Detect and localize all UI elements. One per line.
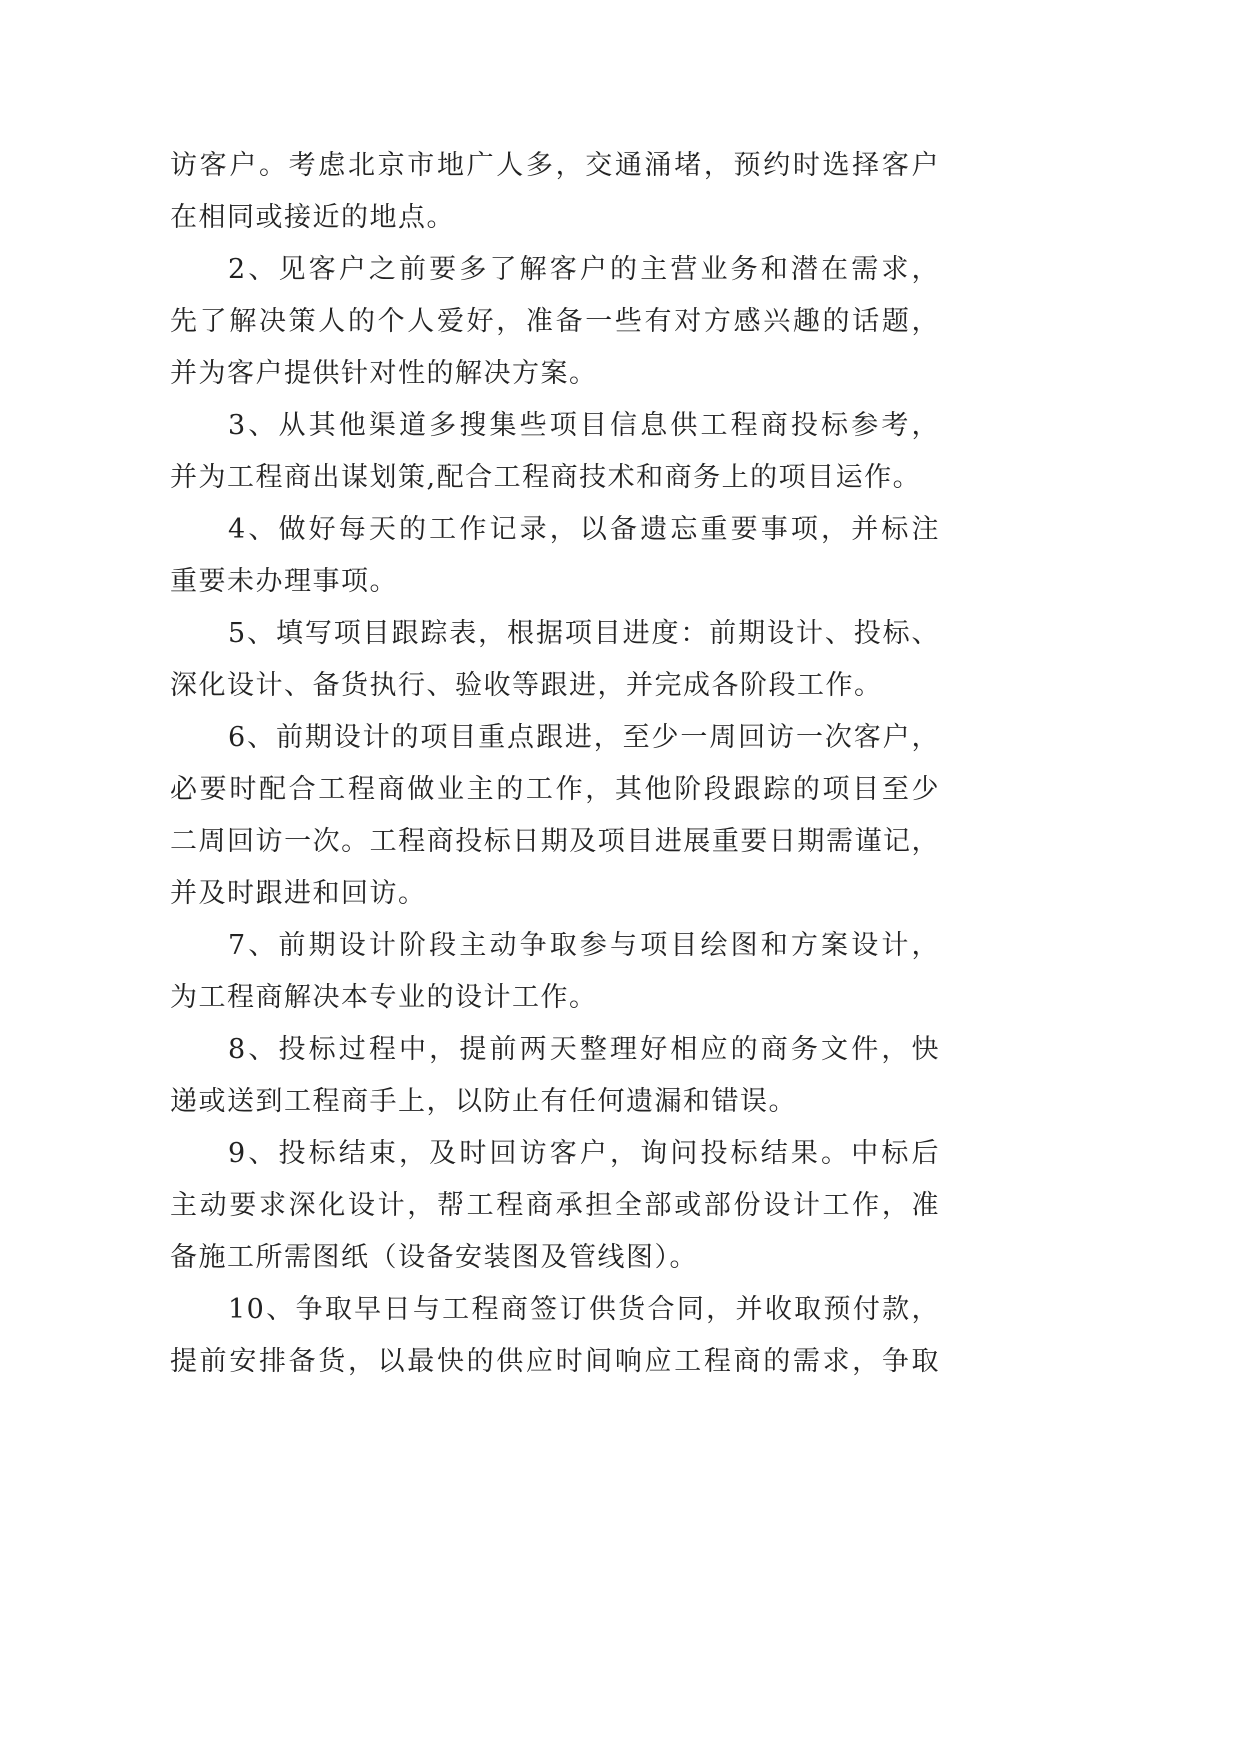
text-line: 8、投标过程中，提前两天整理好相应的商务文件，快 <box>228 1034 940 1065</box>
text-line: 并为工程商出谋划策,配合工程商技术和商务上的项目运作。 <box>170 462 922 493</box>
text-line: 并及时跟进和回访。 <box>170 878 427 909</box>
text-line: 二周回访一次。工程商投标日期及项目进展重要日期需谨记， <box>170 826 940 857</box>
text-line: 3、从其他渠道多搜集些项目信息供工程商投标参考， <box>228 410 940 441</box>
paragraph-item-10 <box>170 1284 940 1388</box>
text-line: 为工程商解决本专业的设计工作。 <box>170 982 598 1013</box>
paragraph-item-5 <box>170 608 940 712</box>
paragraph-item-9 <box>170 1128 940 1284</box>
text-line: 4、做好每天的工作记录，以备遗忘重要事项，并标注 <box>228 514 940 545</box>
text-line: 并为客户提供针对性的解决方案。 <box>170 358 598 389</box>
text-line: 递或送到工程商手上，以防止有任何遗漏和错误。 <box>170 1086 797 1117</box>
paragraph-item-6 <box>170 712 940 920</box>
text-line: 访客户。考虑北京市地广人多，交通涌堵，预约时选择客户 <box>170 150 940 181</box>
text-line: 2、见客户之前要多了解客户的主营业务和潜在需求， <box>228 254 940 285</box>
text-line: 6、前期设计的项目重点跟进，至少一周回访一次客户， <box>228 722 940 753</box>
text-line: 7、前期设计阶段主动争取参与项目绘图和方案设计， <box>228 930 940 961</box>
text-line: 主动要求深化设计，帮工程商承担全部或部份设计工作，准 <box>170 1190 940 1221</box>
text-line: 深化设计、备货执行、验收等跟进，并完成各阶段工作。 <box>170 670 883 701</box>
paragraph-item-7 <box>170 920 940 1024</box>
text-line: 5、填写项目跟踪表，根据项目进度：前期设计、投标、 <box>228 618 940 649</box>
paragraph-item-2 <box>170 244 940 400</box>
paragraph-item-4 <box>170 504 940 608</box>
paragraph-item-8 <box>170 1024 940 1128</box>
text-line: 9、投标结束，及时回访客户，询问投标结果。中标后 <box>228 1138 940 1169</box>
text-line: 先了解决策人的个人爱好，准备一些有对方感兴趣的话题， <box>170 306 940 337</box>
text-line: 备施工所需图纸（设备安装图及管线图）。 <box>170 1242 698 1273</box>
document-body <box>170 140 940 1388</box>
paragraph-continuation <box>170 140 940 244</box>
text-line: 10、争取早日与工程商签订供货合同，并收取预付款， <box>228 1294 940 1325</box>
text-line: 重要未办理事项。 <box>170 566 398 597</box>
text-line: 提前安排备货，以最快的供应时间响应工程商的需求，争取 <box>170 1346 940 1377</box>
paragraph-item-3 <box>170 400 940 504</box>
text-line: 必要时配合工程商做业主的工作，其他阶段跟踪的项目至少 <box>170 774 940 805</box>
text-line: 在相同或接近的地点。 <box>170 202 455 233</box>
